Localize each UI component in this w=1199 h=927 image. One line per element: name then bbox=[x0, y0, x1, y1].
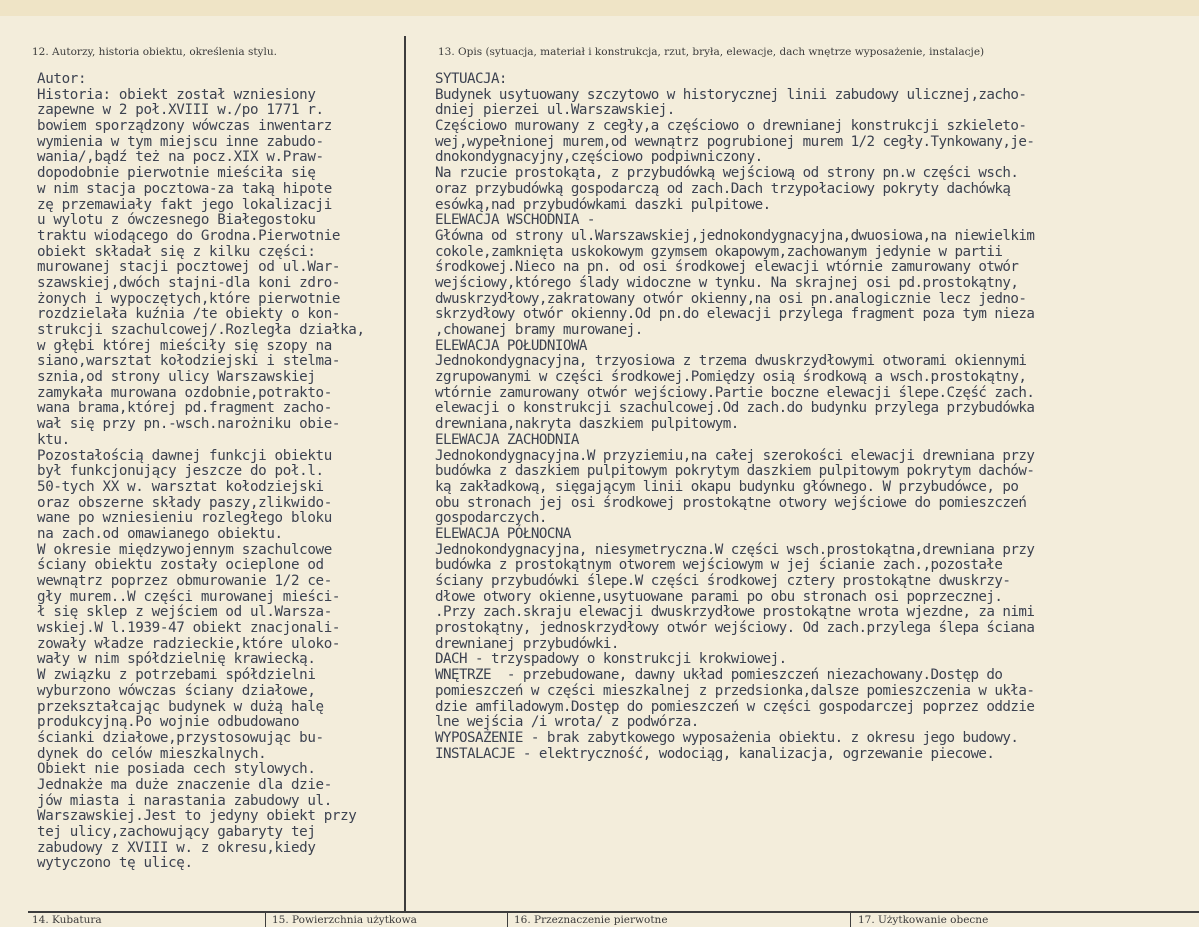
text-line: zgrupowanymi w części środkowej.Pomiędzy osią środkową a wsch.prostokątny, bbox=[435, 369, 1027, 386]
text-line: ELEWACJA PÓŁNOCNA bbox=[435, 525, 571, 542]
text-line: oraz przybudówką gospodarczą od zach.Dach trzypołaciowy pokryty dachówką bbox=[435, 180, 1011, 197]
text-line: drewnianej przybudówki. bbox=[435, 635, 619, 652]
text-line: w nim stacja pocztowa-za taką hipote bbox=[37, 180, 332, 197]
text-line: drewniana,nakryta daszkiem pulpitowym. bbox=[435, 416, 739, 433]
text-line: 50-tych XX w. warsztat kołodziejski bbox=[37, 478, 324, 495]
text-line: wej,wypełnionej murem,od wewnątrz pogrubionej murem 1/2 cegły.Tynkowany,je- bbox=[435, 133, 1035, 150]
field-15-label: 15. Powierzchnia użytkowa bbox=[272, 914, 417, 926]
text-line: dniej pierzei ul.Warszawskiej. bbox=[435, 102, 675, 119]
text-line: wymienia w tym miejscu inne zabudo- bbox=[37, 133, 324, 150]
text-line: ELEWACJA WSCHODNIA - bbox=[435, 212, 595, 229]
text-line: dnokondygnacyjny,częściowo podpiwniczony. bbox=[435, 149, 763, 166]
text-line: wtórnie zamurowany otwór wejściowy.Partie boczne elewacji ślepe.Część zach. bbox=[435, 384, 1035, 401]
text-line: Historia: obiekt został wzniesiony bbox=[37, 86, 316, 103]
text-line: strukcji szachulcowej/.Rozległa działka, bbox=[37, 322, 365, 338]
history-text bbox=[37, 72, 365, 872]
text-line: INSTALACJE - elektryczność, wodociąg, kanalizacja, ogrzewanie piecowe. bbox=[435, 745, 995, 762]
paper-edge bbox=[0, 0, 1199, 16]
text-line: wania/,bądź też na pocz.XIX w.Praw- bbox=[37, 149, 324, 166]
text-line: skrzydłowy otwór okienny.Od pn.do elewacji przylega fragment poza tym nieza bbox=[435, 306, 1035, 323]
text-line: esówką,nad przybudówkami daszki pulpitowe. bbox=[435, 196, 771, 213]
text-line: SYTUACJA: bbox=[435, 71, 507, 87]
text-line: DACH - trzyspadowy o konstrukcji krokwiowej. bbox=[435, 651, 787, 668]
text-line: Jednokondygnacyjna.W przyziemiu,na całej szerokości elewacji drewniana przy bbox=[435, 447, 1035, 464]
text-line: produkcyjną.Po wojnie odbudowano bbox=[37, 714, 300, 731]
text-line: wana brama,której pd.fragment zacho- bbox=[37, 400, 332, 417]
text-line: Pozostałością dawnej funkcji obiektu bbox=[37, 447, 332, 464]
field-16-label: 16. Przeznaczenie pierwotne bbox=[514, 914, 668, 926]
text-line: lne wejścia /i wrota/ z podwórza. bbox=[435, 714, 699, 731]
text-line: żonych i wypoczętych,które pierwotnie bbox=[37, 290, 341, 307]
description-text bbox=[435, 72, 1034, 762]
text-line: ELEWACJA ZACHODNIA bbox=[435, 431, 579, 448]
text-line: wały w nim spółdzielnię krawiecką. bbox=[37, 651, 316, 668]
bottom-divider-1 bbox=[265, 911, 266, 927]
text-line: Budynek usytuowany szczytowo w historycznej linii zabudowy ulicznej,zacho- bbox=[435, 86, 1027, 103]
text-line: zowały władze radzieckie,które uloko- bbox=[37, 635, 341, 652]
text-line: był funkcjonujący jeszcze do poł.l. bbox=[37, 463, 324, 480]
text-line: wał się przy pn.-wsch.narożniku obie- bbox=[37, 416, 341, 433]
text-line: wewnątrz poprzez obmurowanie 1/2 ce- bbox=[37, 573, 332, 589]
text-line: Główna od strony ul.Warszawskiej,jednokondygnacyjna,dwuosiowa,na niewielkim bbox=[435, 227, 1035, 244]
text-line: dopodobnie pierwotnie mieściła się bbox=[37, 165, 316, 182]
text-line: Jednokondygnacyjna, niesymetryczna.W części wsch.prostokątna,drewniana przy bbox=[435, 541, 1035, 558]
text-line: zabudowy z XVIII w. z okresu,kiedy bbox=[37, 839, 316, 856]
text-line: obiekt składał się z kilku części: bbox=[37, 243, 316, 260]
text-line: Autor: bbox=[37, 71, 87, 87]
text-line: tej ulicy,zachowujący gabaryty tej bbox=[37, 824, 316, 840]
text-line: pomieszczeń w części mieszkalnej z przedsionka,dalsze pomieszczenia w ukła- bbox=[435, 682, 1035, 699]
field-12-label: 12. Autorzy, historia obiektu, określenia stylu. bbox=[32, 46, 277, 58]
text-line: ,chowanej bramy murowanej. bbox=[435, 322, 643, 338]
text-line: cokole,zamknięta uskokowym gzymsem okapowym,zachowanym jedynie w partii bbox=[435, 243, 1003, 260]
text-line: dynek do celów mieszkalnych. bbox=[37, 745, 267, 762]
text-line: środkowej.Nieco na pn. od osi środkowej elewacji wtórnie zamurowany otwór bbox=[435, 259, 1019, 276]
text-line: dwuskrzydłowy,zakratowany otwór okienny,na osi pn.analogicznie lecz jedno- bbox=[435, 290, 1027, 307]
field-13-label: 13. Opis (sytuacja, materiał i konstrukcja, rzut, bryła, elewacje, dach wnętrze wyposażenie, instalacje) bbox=[438, 46, 985, 58]
text-line: ką zakładkową, sięgającym linii okapu budynku głównego. W przybudówce, po bbox=[435, 478, 1019, 495]
text-line: WNĘTRZE - przebudowane, dawny układ pomieszczeń niezachowany.Dostęp do bbox=[435, 667, 1003, 684]
text-line: Jednakże ma duże znaczenie dla dzie- bbox=[37, 776, 332, 793]
text-line: ścianki działowe,przystosowując bu- bbox=[37, 729, 324, 746]
text-line: jów miasta i narastania zabudowy ul. bbox=[37, 792, 332, 809]
field-14-label: 14. Kubatura bbox=[32, 914, 102, 926]
text-line: ł się sklep z wejściem od ul.Warsza- bbox=[37, 604, 332, 621]
text-line: wskiej.W l.1939-47 obiekt znacjonali- bbox=[37, 620, 341, 637]
text-line: gły murem..W części murowanej mieści- bbox=[37, 588, 341, 605]
text-line: wytyczono tę ulicę. bbox=[37, 855, 193, 872]
text-line: murowanej stacji pocztowej od ul.War- bbox=[37, 259, 341, 276]
text-line: wejściowy,którego ślady widoczne w tynku. Na skrajnej osi pd.prostokątny, bbox=[435, 274, 1019, 291]
bottom-rule bbox=[28, 911, 1199, 913]
text-line: przekształcając budynek w dużą halę bbox=[37, 698, 324, 715]
text-line: w głębi której mieściły się szopy na bbox=[37, 337, 332, 354]
text-line: dłowe otwory okienne,usytuowane parami po obu stronach osi poprzecznej. bbox=[435, 588, 1003, 605]
text-line: ściany przybudówki ślepe.W części środkowej cztery prostokątne dwuskrzy- bbox=[435, 573, 1011, 589]
text-line: budówka z daszkiem pulpitowym pokrytym daszkiem pulpitowym pokrytym dachów- bbox=[435, 463, 1035, 480]
text-line: u wylotu z ówczesnego Białegostoku bbox=[37, 212, 316, 229]
text-line: szawskiej,dwóch stajni-dla koni zdro- bbox=[37, 274, 341, 291]
text-line: sznia,od strony ulicy Warszawskiej bbox=[37, 369, 316, 386]
text-line: ELEWACJA POŁUDNIOWA bbox=[435, 337, 587, 354]
text-line: budówka z prostokątnym otworem wejściowym w jej ścianie zach.,pozostałe bbox=[435, 557, 1003, 574]
text-line: prostokątny, jednoskrzydłowy otwór wejściowy. Od zach.przylega ślepa ściana bbox=[435, 620, 1035, 637]
text-line: siano,warsztat kołodziejski i stelma- bbox=[37, 353, 341, 370]
text-line: ściany obiektu zostały ocieplone od bbox=[37, 557, 324, 574]
bottom-divider-3 bbox=[850, 911, 851, 927]
text-line: zapewne w 2 poł.XVIII w./po 1771 r. bbox=[37, 102, 324, 119]
column-divider bbox=[404, 36, 406, 912]
text-line: Częściowo murowany z cegły,a częściowo o drewnianej konstrukcji szkieleto- bbox=[435, 118, 1027, 135]
text-line: Jednokondygnacyjna, trzyosiowa z trzema dwuskrzydłowymi otworami okiennymi bbox=[435, 353, 1027, 370]
text-line: traktu wiodącego do Grodna.Pierwotnie bbox=[37, 227, 341, 244]
text-line: bowiem sporządzony wówczas inwentarz bbox=[37, 118, 332, 135]
text-line: ktu. bbox=[37, 431, 70, 448]
text-line: WYPOSAŻENIE - brak zabytkowego wyposażenia obiektu. z okresu jego budowy. bbox=[435, 729, 1019, 746]
text-line: gospodarczych. bbox=[435, 510, 547, 527]
text-line: zę przemawiały fakt jego lokalizacji bbox=[37, 196, 332, 213]
field-17-label: 17. Użytkowanie obecne bbox=[858, 914, 989, 926]
text-line: Na rzucie prostokąta, z przybudówką wejściową od strony pn.w części wsch. bbox=[435, 165, 1019, 182]
text-line: Obiekt nie posiada cech stylowych. bbox=[37, 761, 316, 778]
text-line: elewacji o konstrukcji szachulcowej.Od zach.do budynku przylega przybudówka bbox=[435, 400, 1035, 417]
text-line: wane po wzniesieniu rozległego bloku bbox=[37, 510, 332, 527]
text-line: obu stronach jej osi środkowej prostokątne otwory wejściowe do pomieszczeń bbox=[435, 494, 1027, 511]
text-line: W okresie międzywojennym szachulcowe bbox=[37, 541, 332, 558]
text-line: Warszawskiej.Jest to jedyny obiekt przy bbox=[37, 808, 357, 825]
text-line: .Przy zach.skraju elewacji dwuskrzydłowe prostokątne wrota wjezdne, za nimi bbox=[435, 604, 1035, 621]
bottom-divider-2 bbox=[507, 911, 508, 927]
text-line: wyburzono wówczas ściany działowe, bbox=[37, 682, 316, 699]
text-line: oraz obszerne składy paszy,zlikwido- bbox=[37, 494, 332, 511]
text-line: zamykała murowana ozdobnie,potrakto- bbox=[37, 384, 332, 401]
text-line: dzie amfiladowym.Dostęp do pomieszczeń w części gospodarczej poprzez oddzie bbox=[435, 698, 1035, 715]
text-line: W związku z potrzebami spółdzielni bbox=[37, 667, 316, 684]
text-line: na zach.od omawianego obiektu. bbox=[37, 525, 283, 542]
text-line: rozdzielała kuźnia /te obiekty o kon- bbox=[37, 306, 341, 323]
